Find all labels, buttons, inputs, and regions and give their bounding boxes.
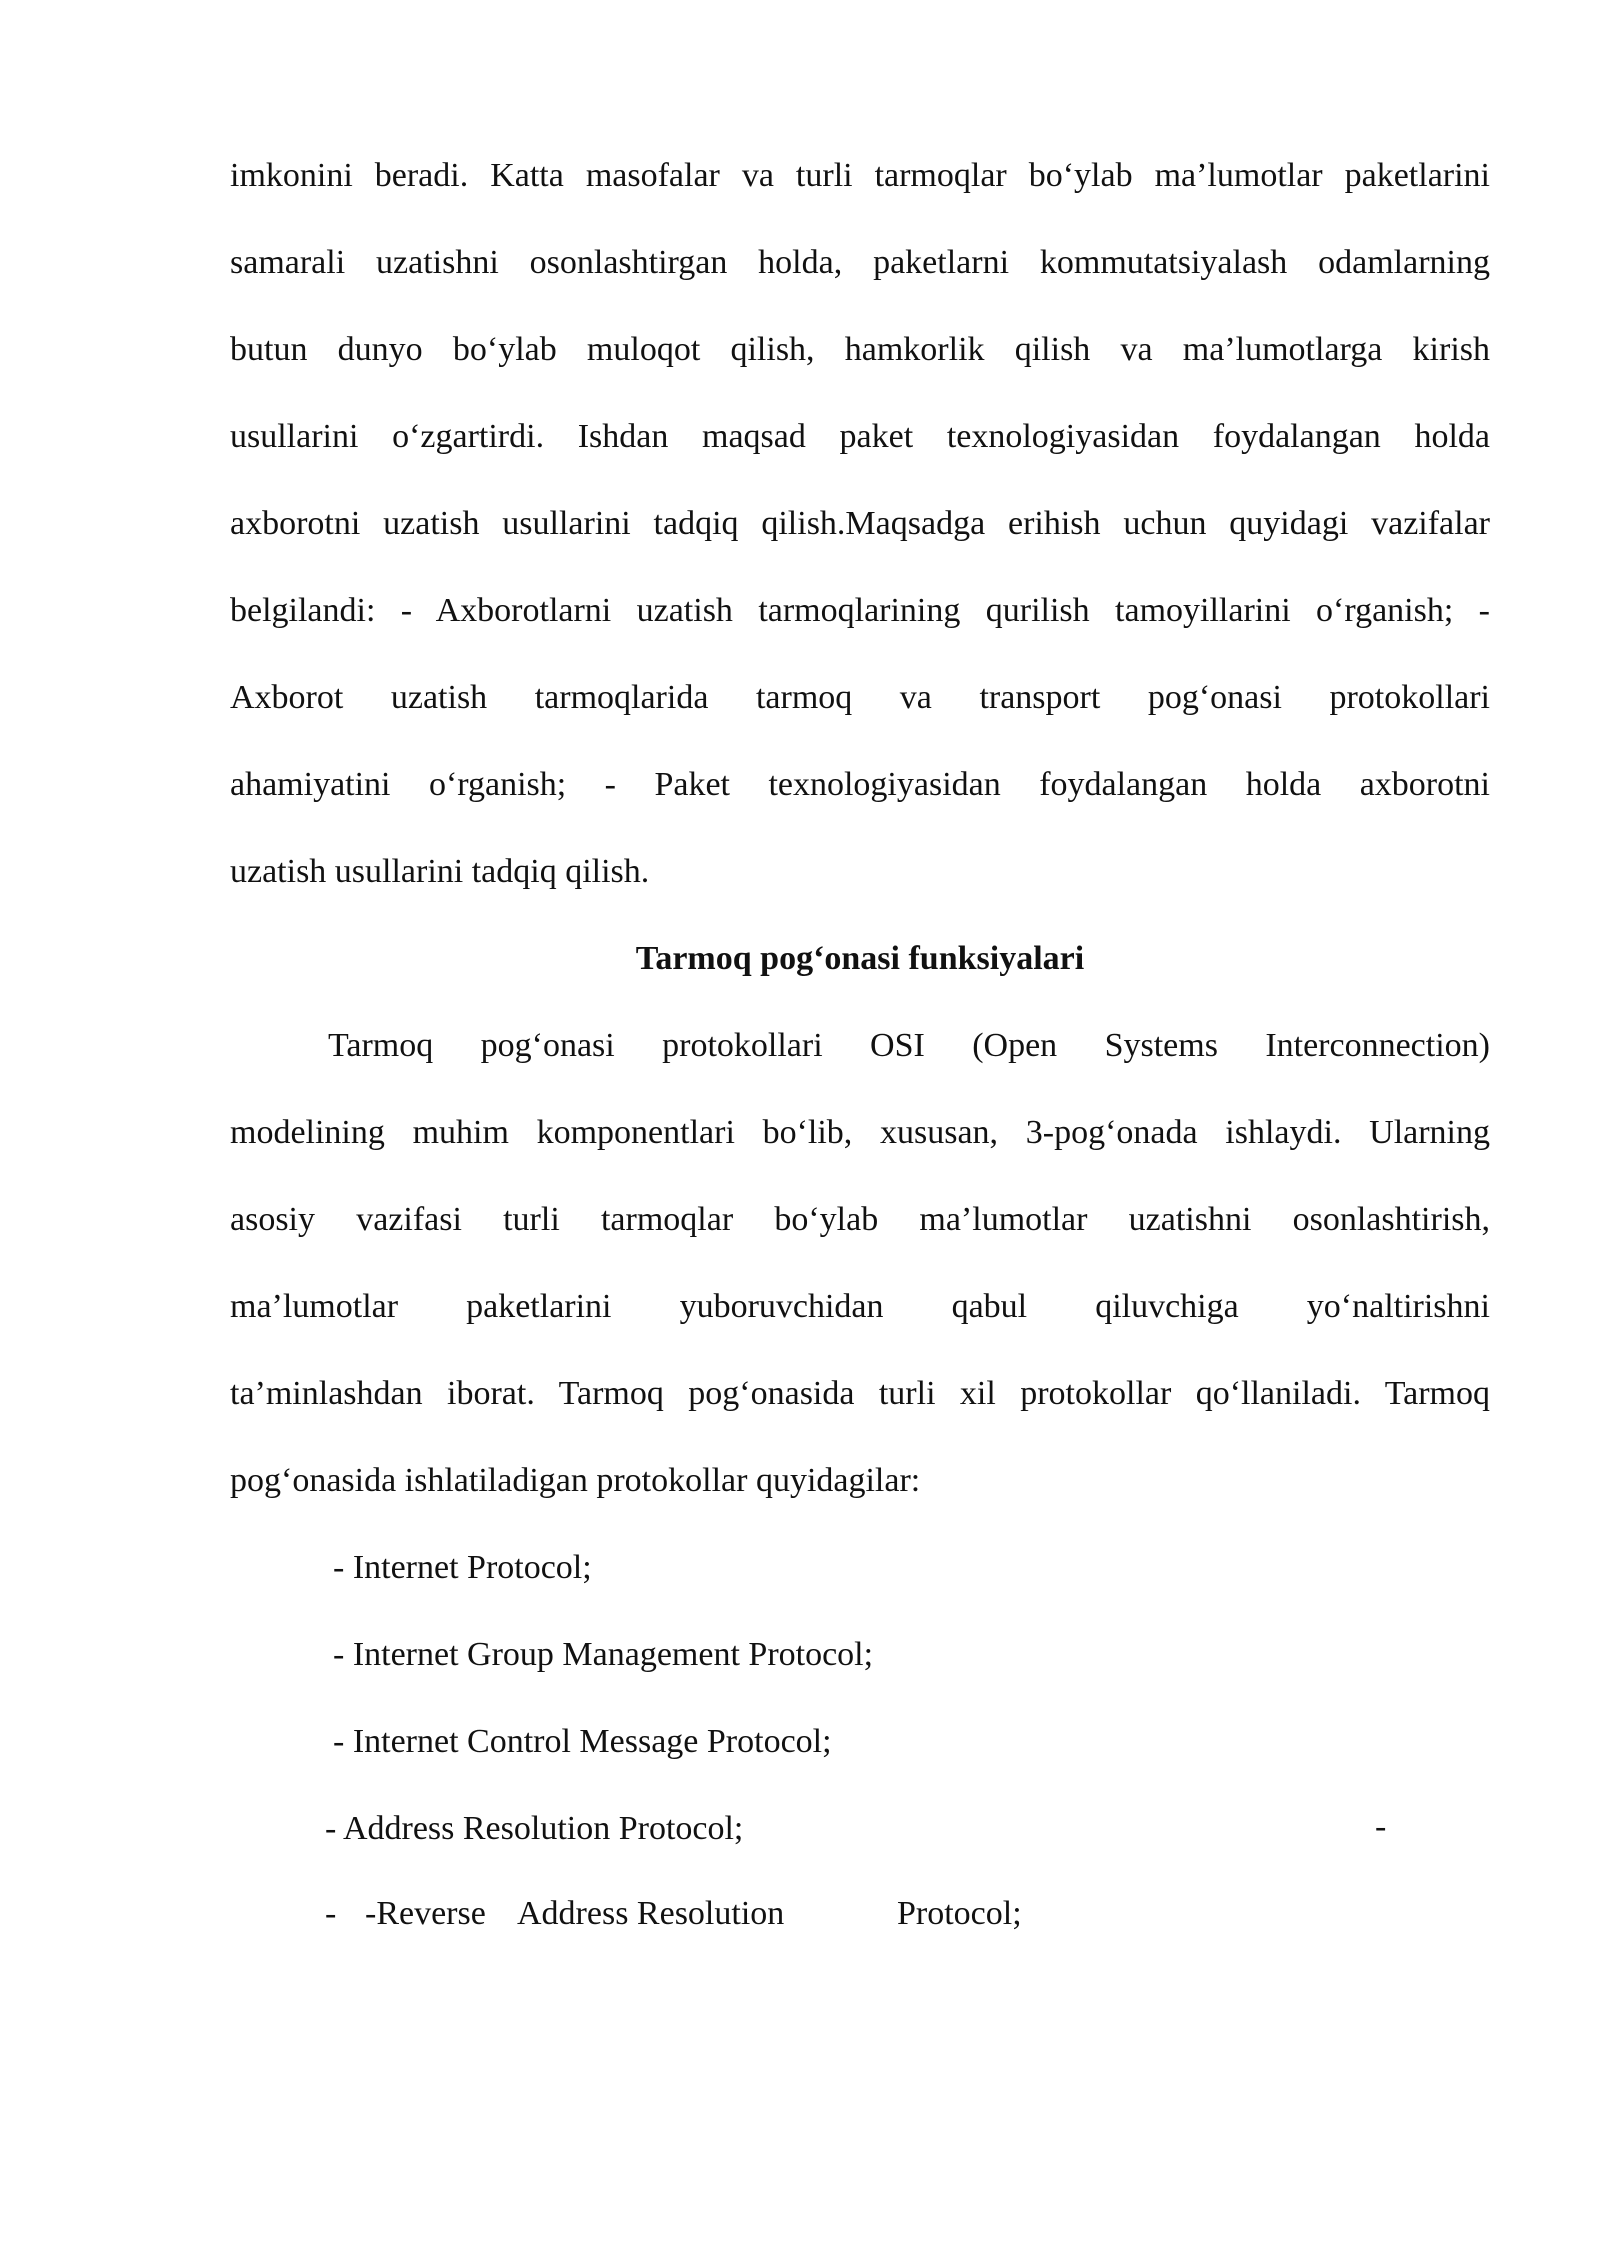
trailing-dash: - — [1375, 1808, 1387, 1845]
paragraph-2-line-2: modelining muhim komponentlari bo‘lib, xususan, 3-pog‘onada ishlaydi. Ularning — [230, 1114, 1490, 1151]
paragraph-1-line-7: Axborot uzatish tarmoqlarida tarmoq va transport pog‘onasi protokollari — [230, 679, 1490, 716]
paragraph-2-line-5: ta’minlashdan iborat. Tarmoq pog‘onasida turli xil protokollar qo‘llaniladi. Tarmoq — [230, 1375, 1490, 1412]
paragraph-2-line-3: asosiy vazifasi turli tarmoqlar bo‘ylab ma’lumotlar uzatishni osonlashtirish, — [230, 1201, 1490, 1238]
list-item: - Internet Protocol; — [333, 1549, 592, 1586]
list-item-part-3: Protocol; — [897, 1895, 1022, 1932]
list-item-part-1: -Reverse — [365, 1895, 486, 1932]
paragraph-1-line-2: samarali uzatishni osonlashtirgan holda, paketlarni kommutatsiyalash odamlarning — [230, 244, 1490, 281]
paragraph-1-line-6: belgilandi: - Axborotlarni uzatish tarmoqlarining qurilish tamoyillarini o‘rganish; - — [230, 592, 1490, 629]
list-item-reverse-arp — [325, 1890, 1022, 1938]
paragraph-1-line-9: uzatish usullarini tadqiq qilish. — [230, 853, 650, 890]
list-item: - Internet Group Management Protocol; — [333, 1636, 874, 1673]
list-item: - Internet Control Message Protocol; — [333, 1723, 832, 1760]
paragraph-1-line-4: usullarini o‘zgartirdi. Ishdan maqsad paket texnologiyasidan foydalangan holda — [230, 418, 1490, 455]
paragraph-1-line-8: ahamiyatini o‘rganish; - Paket texnologiyasidan foydalangan holda axborotni — [230, 766, 1490, 803]
paragraph-2-line-6: pog‘onasida ishlatiladigan protokollar quyidagilar: — [230, 1462, 921, 1499]
paragraph-2-line-4: ma’lumotlar paketlarini yuboruvchidan qabul qiluvchiga yo‘naltirishni — [230, 1288, 1490, 1325]
list-item: - Address Resolution Protocol; — [325, 1810, 744, 1847]
section-heading: Tarmoq pog‘onasi funksiyalari — [635, 940, 1085, 977]
paragraph-1-line-3: butun dunyo bo‘ylab muloqot qilish, hamkorlik qilish va ma’lumotlarga kirish — [230, 331, 1490, 368]
paragraph-1-line-1: imkonini beradi. Katta masofalar va turli tarmoqlar bo‘ylab ma’lumotlar paketlarini — [230, 157, 1490, 194]
list-item-part-2: Address Resolution — [517, 1895, 785, 1932]
paragraph-1-line-5: axborotni uzatish usullarini tadqiq qilish.Maqsadga erihish uchun quyidagi vazifalar — [230, 505, 1490, 542]
list-item-prefix: - — [325, 1895, 337, 1932]
paragraph-2-line-1: Tarmoq pog‘onasi protokollari OSI (Open Systems Interconnection) — [328, 1027, 1490, 1064]
